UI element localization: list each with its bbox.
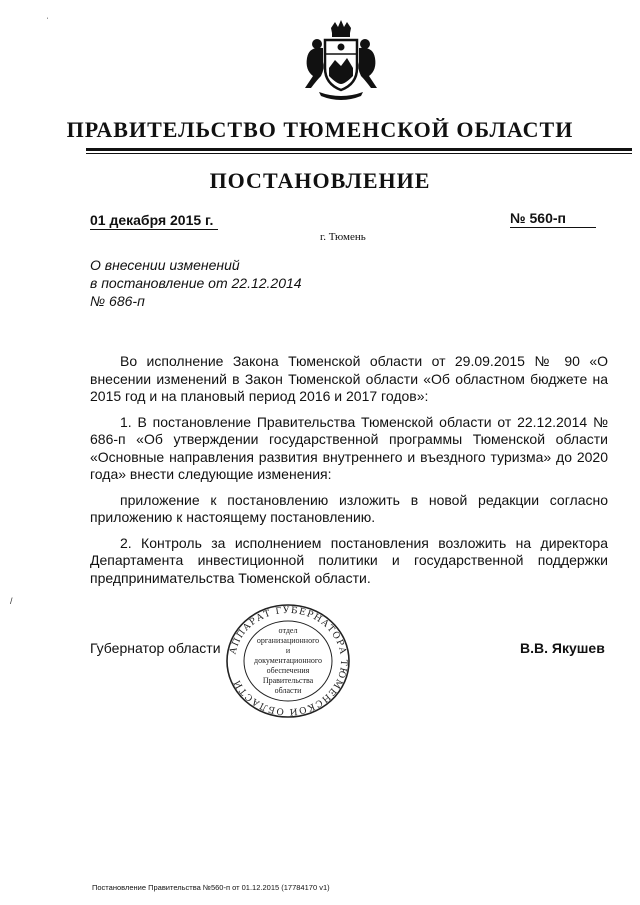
organization-title: ПРАВИТЕЛЬСТВО ТЮМЕНСКОЙ ОБЛАСТИ — [66, 117, 574, 142]
document-city: г. Тюмень — [320, 231, 366, 243]
document-type-title: ПОСТАНОВЛЕНИЕ — [209, 168, 431, 193]
stamp-line: и — [285, 646, 291, 655]
body-paragraph: 2. Контроль за исполнением постановления возложить на директора Департамента инвестиционной политики и государственной поддержки предпринимательства Тюменской области. — [90, 534, 608, 586]
document-number: № 560-п — [510, 210, 566, 226]
document-subject — [90, 256, 302, 310]
body-paragraph: приложение к постановлению изложить в новой редакции согласно приложению к настоящему постановлению. — [90, 491, 608, 525]
document-body — [90, 353, 608, 595]
stamp-ring-text: АППАРАТ ГУБЕРНАТОРА ТЮМЕНСКОЙ ОБЛАСТИ — [228, 605, 349, 717]
stamp-line: обеспечения — [266, 666, 310, 675]
number-underline — [510, 227, 596, 228]
scan-artifact: / — [10, 596, 13, 606]
stamp-line: Правительства — [262, 676, 314, 685]
scan-artifact: ˈ — [46, 16, 49, 26]
stamp-line: документационного — [254, 656, 322, 665]
date-underline — [90, 229, 218, 230]
coat-of-arms-emblem — [295, 18, 387, 104]
subject-line: О внесении изменений — [90, 257, 240, 273]
subject-line: № 686-п — [90, 293, 145, 309]
signer-name: В.В. Якушев — [520, 640, 605, 656]
stamp-line: области — [274, 686, 302, 695]
official-stamp — [224, 602, 352, 720]
body-paragraph: 1. В постановление Правительства Тюменской области от 22.12.2014 № 686-п «Об утверждении государственной программы Тюменской области «Основные направления развития внутреннего и въездного туризма» до 2020 года» внести следующие изменения: — [90, 413, 608, 482]
document-footer: Постановление Правительства №560-п от 01.12.2015 (17784170 v1) — [92, 883, 330, 892]
document-date: 01 декабря 2015 г. — [90, 212, 214, 228]
header-divider-thin — [86, 153, 632, 154]
body-paragraph: Во исполнение Закона Тюменской области от 29.09.2015 № 90 «О внесении изменений в Закон Тюменской области «Об областном бюджете на 2015 год и на плановый период 2016 и 2017 годов»: — [90, 353, 608, 404]
signer-title: Губернатор области — [90, 640, 221, 656]
header-divider-thick — [86, 148, 632, 151]
subject-line: в постановление от 22.12.2014 — [90, 275, 302, 291]
stamp-line: отдел — [278, 626, 298, 635]
stamp-line: организационного — [256, 636, 320, 645]
